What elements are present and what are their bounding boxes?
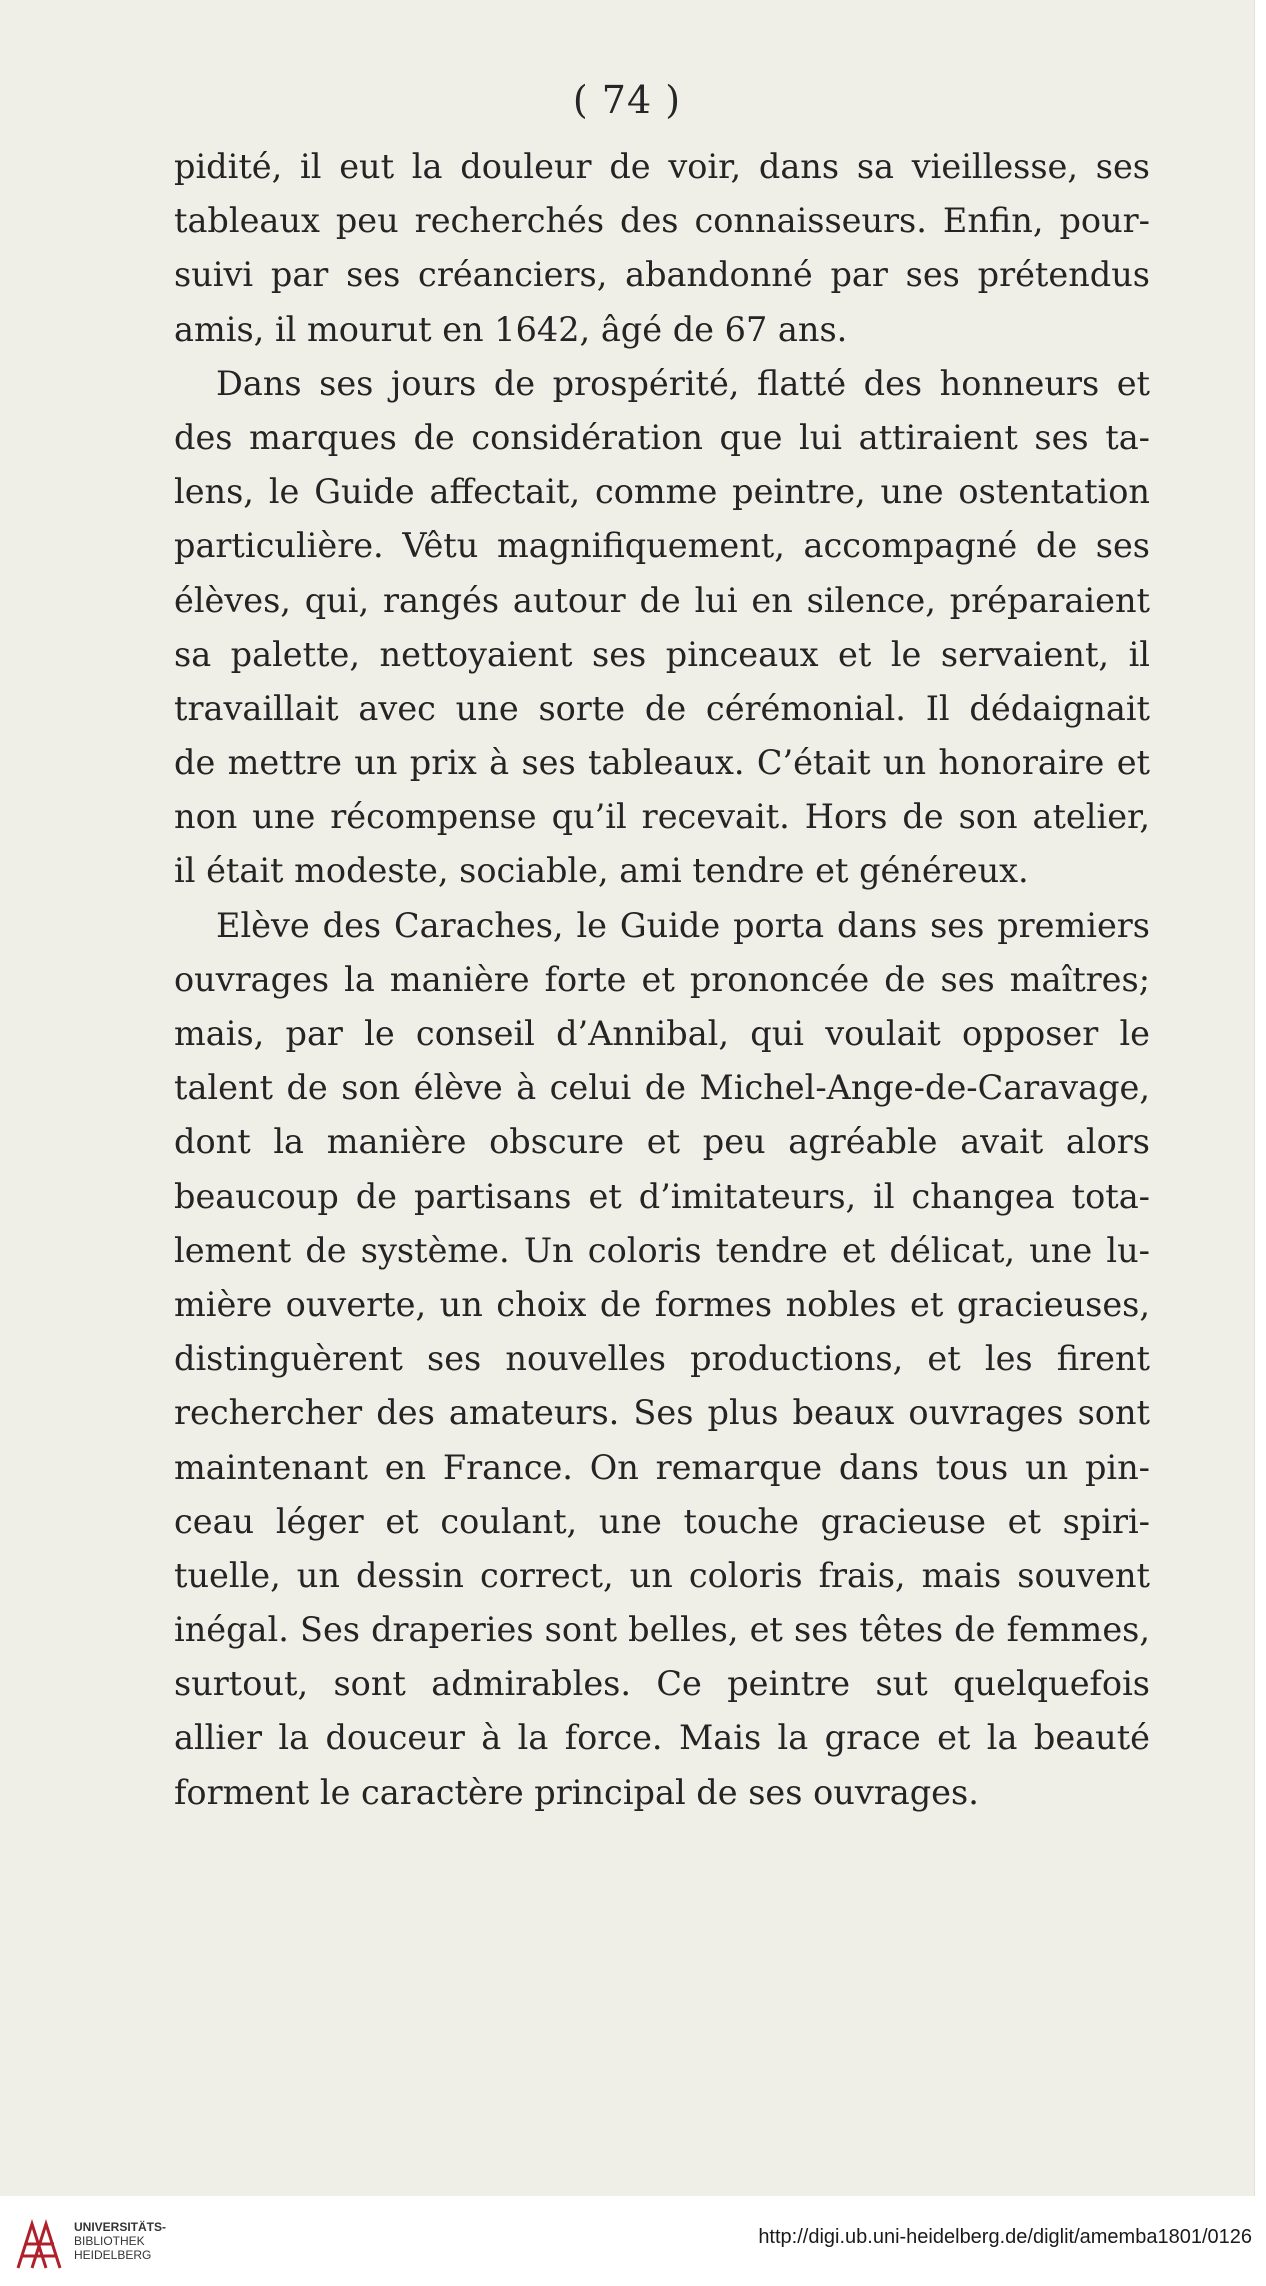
text-line: mais, par le conseil d’Annibal, qui voulait opposer le <box>174 1014 1150 1053</box>
text-line: sa palette, nettoyaient ses pinceaux et le servaient, il <box>174 634 1150 674</box>
text-line: élèves, qui, rangés autour de lui en silence, préparaient <box>174 580 1150 620</box>
text-line: rechercher des amateurs. Ses plus beaux ouvrages sont <box>174 1393 1150 1433</box>
text-line: mière ouverte, un choix de formes nobles et gracieuses, <box>174 1284 1150 1324</box>
text-line: distinguèrent ses nouvelles productions, et les firent <box>174 1339 1150 1379</box>
body-text <box>174 140 1150 1820</box>
text-line: allier la douceur à la force. Mais la grace et la beauté <box>174 1718 1150 1758</box>
text-line: inégal. Ses draperies sont belles, et ses têtes de femmes, <box>174 1610 1150 1650</box>
text-line: des marques de considération que lui attiraient ses ta- <box>174 417 1150 457</box>
text-line: il était modeste, sociable, ami tendre et généreux. <box>174 851 1029 891</box>
text-line: travaillait avec une sorte de cérémonial. Il dédaignait <box>174 688 1150 728</box>
text-line: talent de son élève à celui de Michel-Ange-de-Caravage, <box>174 1068 1150 1108</box>
page-number: ( 74 ) <box>572 78 682 122</box>
text-line: beaucoup de partisans et d’imitateurs, il changea tota- <box>174 1176 1150 1216</box>
library-name-line: HEIDELBERG <box>74 2248 152 2262</box>
text-line: forment le caractère principal de ses ouvrages. <box>174 1772 979 1812</box>
paragraph-2 <box>174 357 1150 899</box>
text-line: ouvrages la manière forte et prononcée de ses maîtres; <box>174 959 1150 999</box>
text-line: amis, il mourut en 1642, âgé de 67 ans. <box>174 309 848 349</box>
text-line: ceau léger et coulant, une touche gracieuse et spiri- <box>174 1501 1150 1541</box>
text-line: tableaux peu recherchés des connaisseurs. Enfin, pour- <box>174 201 1150 241</box>
text-line: lement de système. Un coloris tendre et délicat, une lu- <box>174 1230 1150 1270</box>
text-line: Dans ses jours de prospérité, flatté des honneurs et <box>216 363 1150 403</box>
digitization-footer <box>0 2196 1266 2286</box>
text-line: suivi par ses créanciers, abandonné par ses prétendus <box>174 255 1150 295</box>
heidelberg-library-logo-icon <box>12 2216 68 2274</box>
paragraph-1 <box>174 140 1150 357</box>
library-name-line: BIBLIOTHEK <box>74 2234 145 2248</box>
library-name-line: UNIVERSITÄTS- <box>74 2220 167 2234</box>
paragraph-3 <box>174 899 1150 1820</box>
source-url-link[interactable]: http://digi.ub.uni-heidelberg.de/diglit/amemba1801/0126 <box>758 2226 1252 2248</box>
text-line: particulière. Vêtu magnifiquement, accompagné de ses <box>174 526 1150 566</box>
text-line: Elève des Caraches, le Guide porta dans ses premiers <box>216 905 1150 945</box>
text-line: lens, le Guide affectait, comme peintre, une ostentation <box>174 472 1150 512</box>
text-line: pidité, il eut la douleur de voir, dans sa vieillesse, ses <box>174 147 1150 186</box>
text-line: non une récompense qu’il recevait. Hors de son atelier, <box>174 797 1150 837</box>
text-line: surtout, sont admirables. Ce peintre sut quelquefois <box>174 1664 1150 1704</box>
text-line: tuelle, un dessin correct, un coloris frais, mais souvent <box>174 1555 1150 1595</box>
text-line: maintenant en France. On remarque dans tous un pin- <box>174 1447 1150 1487</box>
text-line: de mettre un prix à ses tableaux. C’était un honoraire et <box>174 743 1150 783</box>
text-line: dont la manière obscure et peu agréable avait alors <box>174 1122 1150 1162</box>
library-name <box>74 2220 166 2262</box>
